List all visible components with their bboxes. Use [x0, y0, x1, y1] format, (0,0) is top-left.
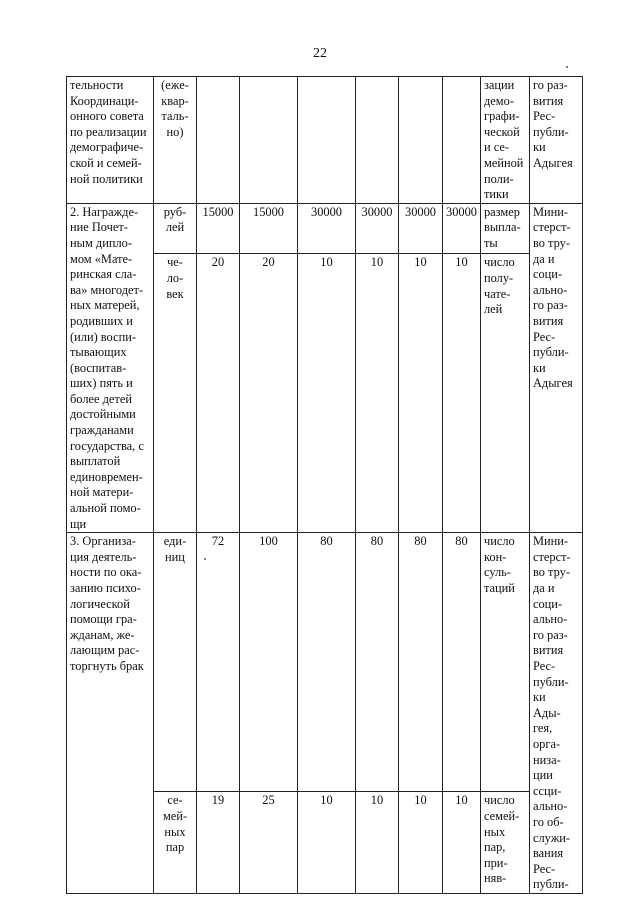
page-number: 22	[313, 46, 327, 61]
value-cell: 100	[240, 533, 298, 792]
value-cell: 80	[443, 533, 481, 792]
value-cell: 19	[197, 792, 240, 893]
value-cell: 10	[356, 254, 399, 533]
executor-cell: Мини- стерст- во тру- да и соци- ально- го раз- вития Рес- публи- ки Адыгея	[529, 203, 582, 532]
value-cell: 72	[197, 533, 240, 792]
program-table	[66, 76, 583, 894]
value-cell: 80	[298, 533, 356, 792]
value-cell	[197, 77, 240, 204]
value-cell: 30000	[356, 203, 399, 254]
value-cell: 10	[443, 254, 481, 533]
value-cell: 30000	[298, 203, 356, 254]
measure-description-cell: 2. Награжде- ние Почет- ным дипло- мом «Мате- ринская сла- ва» многодет- ных матерей, родивших и (или) воспи- тывающих (воспитав- ших) пять и более детей достойными гражданами государства, с выплатой единовремен- ной матери- альной помо- щи	[67, 203, 154, 532]
executor-cell: го раз- вития Рес- публи- ки Адыгея	[529, 77, 582, 204]
table-row	[67, 203, 583, 254]
value-cell: 10	[399, 792, 443, 893]
value-cell: 10	[399, 254, 443, 533]
measure-description-cell: тельности Координаци- онного совета по реализации демографиче- ской и семей- ной политики	[67, 77, 154, 204]
value-cell	[356, 77, 399, 204]
unit-cell: еди- ниц	[154, 533, 197, 792]
value-cell: 15000	[240, 203, 298, 254]
unit-cell: се- мей- ных пар	[154, 792, 197, 893]
scan-speck	[204, 558, 206, 560]
value-cell: 10	[443, 792, 481, 893]
table-row	[67, 533, 583, 792]
indicator-cell: размер выпла- ты	[480, 203, 529, 254]
table-row	[67, 77, 583, 204]
indicator-cell: число семей- ных пар, при- няв-	[480, 792, 529, 893]
value-cell: 10	[298, 792, 356, 893]
value-cell: 10	[356, 792, 399, 893]
value-cell	[298, 77, 356, 204]
value-cell: 10	[298, 254, 356, 533]
value-cell: 80	[356, 533, 399, 792]
scan-speck	[566, 66, 568, 68]
measure-description-cell: 3. Организа- ция деятель- ности по ока- занию психо- логической помощи гра- жданам, же- лающим рас- торгнуть брак	[67, 533, 154, 894]
value-cell: 20	[240, 254, 298, 533]
indicator-cell: зации демо- графи- ческой и се- мейной поли- тики	[480, 77, 529, 204]
unit-cell: руб- лей	[154, 203, 197, 254]
value-cell: 80	[399, 533, 443, 792]
unit-cell: (еже- квар- таль- но)	[154, 77, 197, 204]
value-cell: 25	[240, 792, 298, 893]
value-cell: 30000	[443, 203, 481, 254]
indicator-cell: число полу- чате- лей	[480, 254, 529, 533]
executor-cell: Мини- стерст- во тру- да и соци- ально- го раз- вития Рес- публи- ки Ады- гея, орга- низа- ции ссци- ально- го об- служи- вания Рес- публи-	[529, 533, 582, 894]
value-cell: 30000	[399, 203, 443, 254]
indicator-cell: число кон- суль- таций	[480, 533, 529, 792]
unit-cell: че- ло- век	[154, 254, 197, 533]
value-cell	[240, 77, 298, 204]
value-cell: 20	[197, 254, 240, 533]
value-cell	[443, 77, 481, 204]
value-cell	[399, 77, 443, 204]
value-cell: 15000	[197, 203, 240, 254]
